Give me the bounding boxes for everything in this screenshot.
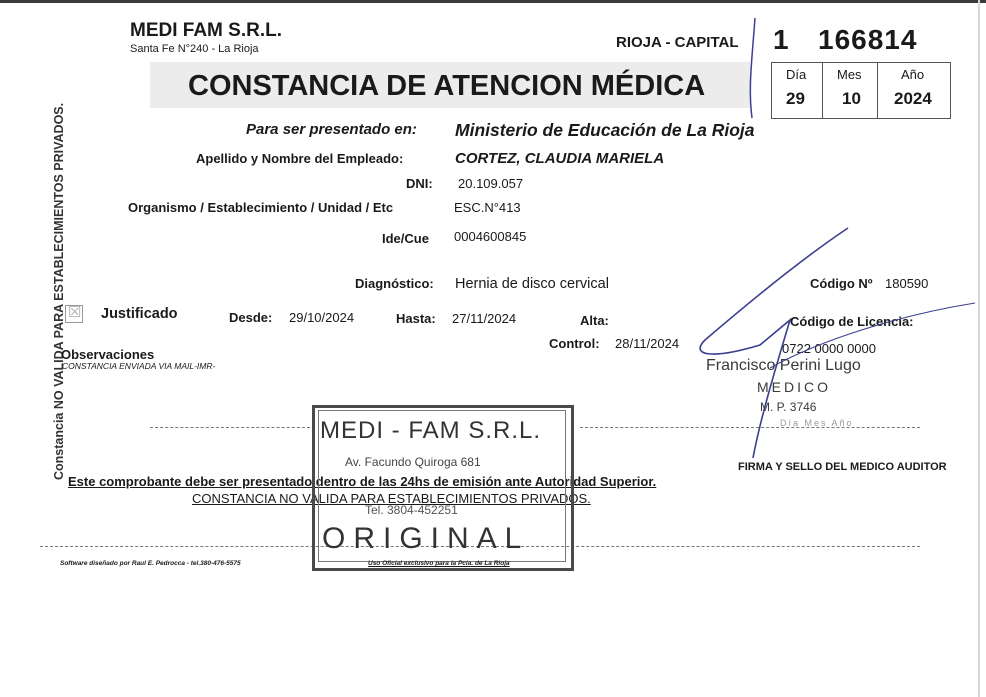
signature-stroke (770, 303, 975, 368)
license-value: 0722 0000 0000 (782, 341, 876, 356)
footer-software: Software diseñado por Raul E. Pedrocca - tel.380-476-5575 (60, 560, 241, 567)
to-label: Hasta: (396, 311, 436, 326)
ghost-date-labels: Día Mes Año (780, 418, 854, 428)
stamp-original: ORIGINAL (322, 522, 530, 555)
presented-value: Ministerio de Educación de La Rioja (455, 120, 755, 140)
control-label: Control: (549, 336, 600, 351)
employee-label: Apellido y Nombre del Empleado: (196, 151, 404, 166)
org-label: Organismo / Establecimiento / Unidad / Etc (128, 200, 394, 215)
notice-submit: Este comprobante debe ser presentado dentro de las 24hs de emisión ante Autoridad Superior. (68, 474, 657, 489)
employee-value: CORTEZ, CLAUDIA MARIELA (455, 150, 665, 167)
control-value: 28/11/2024 (615, 336, 680, 351)
doctor-role: MEDICO (757, 379, 831, 395)
justified-label: Justificado (101, 306, 178, 322)
diagnosis-value: Hernia de disco cervical (455, 276, 609, 292)
stamp-phone: Tel. 3804-452251 (365, 503, 458, 517)
day-label: Día (786, 67, 807, 82)
code-label: Código Nº (810, 276, 873, 291)
company-address: Santa Fe N°240 - La Rioja (130, 43, 259, 55)
diagnosis-label: Diagnóstico: (355, 276, 434, 291)
alta-label: Alta: (580, 313, 609, 328)
page-title: CONSTANCIA DE ATENCION MÉDICA (188, 70, 706, 102)
signature-stroke (750, 18, 755, 118)
serial-number: 166814 (818, 24, 918, 55)
org-value: ESC.N°413 (454, 200, 521, 215)
dni-label: DNI: (406, 176, 433, 191)
license-label: Código de Licencia: (790, 314, 914, 329)
company-name: MEDI FAM S.R.L. (130, 20, 282, 41)
doctor-mp: M. P. 3746 (760, 400, 817, 414)
day-value: 29 (786, 89, 805, 108)
stamp-address: Av. Facundo Quiroga 681 (345, 455, 481, 469)
presented-label: Para ser presentado en: (246, 121, 417, 138)
month-label: Mes (837, 67, 862, 82)
location-label: RIOJA - CAPITAL (616, 34, 739, 51)
footer-official-use: Uso Oficial exclusivo para la Pcia. de La Rioja (368, 560, 510, 567)
check-mark-icon: ☒ (68, 304, 82, 321)
from-label: Desde: (229, 310, 273, 325)
side-validity-text: Constancia NO VALIDA PARA ESTABLECIMIENTOS PRIVADOS. (52, 102, 66, 480)
year-label: Año (901, 67, 925, 82)
idecue-value: 0004600845 (454, 229, 527, 244)
dni-value: 20.109.057 (458, 176, 524, 191)
to-value: 27/11/2024 (452, 311, 517, 326)
signature-caption: FIRMA Y SELLO DEL MEDICO AUDITOR (738, 461, 947, 473)
from-value: 29/10/2024 (289, 310, 355, 325)
month-value: 10 (842, 89, 861, 108)
stamp-company: MEDI - FAM S.R.L. (320, 417, 542, 444)
idecue-label: Ide/Cue (382, 231, 429, 246)
observations-label: Observaciones (61, 347, 155, 362)
notice-not-valid: CONSTANCIA NO VALIDA PARA ESTABLECIMIENTOS PRIVADOS. (192, 491, 591, 506)
code-value: 180590 (885, 276, 929, 291)
doctor-name: Francisco Perini Lugo (706, 357, 861, 374)
observations-value: CONSTANCIA ENVIADA VIA MAIL-IMR- (62, 361, 216, 371)
serial-series: 1 (773, 24, 789, 55)
year-value: 2024 (894, 89, 932, 108)
